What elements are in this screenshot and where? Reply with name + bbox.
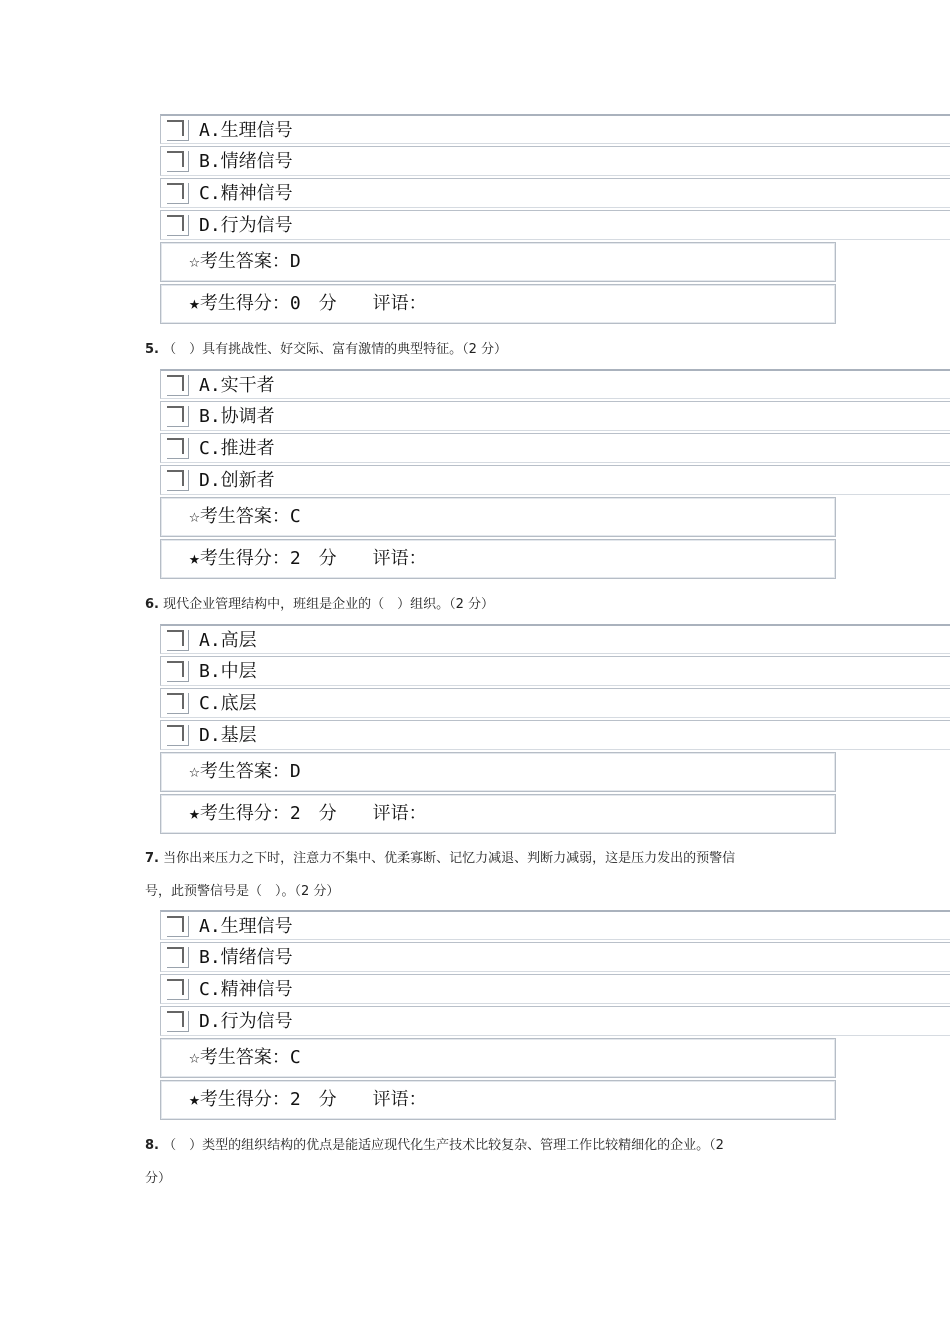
question-6 — [145, 589, 494, 621]
checkbox-icon[interactable] — [167, 151, 189, 172]
answer-box — [160, 497, 836, 537]
question-text-line2: 号，此预警信号是（ ）。（2 分） — [145, 884, 340, 899]
checkbox-icon[interactable] — [167, 947, 189, 968]
question-8 — [145, 1130, 724, 1162]
option-label: D.创新者 — [199, 470, 275, 491]
option-d[interactable] — [160, 1006, 950, 1036]
option-label: C.推进者 — [199, 438, 275, 459]
question-text: （ ）具有挑战性、好交际、富有激情的典型特征。（2 分） — [163, 342, 508, 357]
answer-box — [160, 1038, 836, 1078]
checkbox-icon[interactable] — [167, 725, 189, 746]
score-box — [160, 794, 836, 834]
option-label: B.情绪信号 — [199, 151, 293, 172]
option-d[interactable] — [160, 465, 950, 495]
answer-box — [160, 752, 836, 792]
option-a[interactable] — [160, 910, 950, 940]
question-5 — [145, 334, 507, 366]
checkbox-icon[interactable] — [167, 183, 189, 204]
option-label: B.中层 — [199, 661, 257, 682]
option-b[interactable] — [160, 146, 950, 176]
option-label: B.情绪信号 — [199, 947, 293, 968]
checkbox-icon[interactable] — [167, 470, 189, 491]
question-number: 7. — [145, 851, 159, 866]
option-label: C.精神信号 — [199, 183, 293, 204]
checkbox-icon[interactable] — [167, 916, 189, 937]
question-7-options — [160, 910, 950, 1120]
checkbox-icon[interactable] — [167, 661, 189, 682]
option-d[interactable] — [160, 210, 950, 240]
option-label: A.生理信号 — [199, 916, 293, 937]
checkbox-icon[interactable] — [167, 215, 189, 236]
score-box — [160, 539, 836, 579]
question-number: 6. — [145, 597, 159, 612]
checkbox-icon[interactable] — [167, 438, 189, 459]
checkbox-icon[interactable] — [167, 406, 189, 427]
option-b[interactable] — [160, 656, 950, 686]
student-score: ★考生得分：2 分 评语： — [189, 1089, 427, 1110]
question-8-cont — [145, 1163, 171, 1195]
checkbox-icon[interactable] — [167, 979, 189, 1000]
option-label: C.精神信号 — [199, 979, 293, 1000]
answer-box — [160, 242, 836, 282]
question-number: 5. — [145, 342, 159, 357]
student-score: ★考生得分：2 分 评语： — [189, 803, 427, 824]
question-text-line2: 分） — [145, 1171, 172, 1186]
option-d[interactable] — [160, 720, 950, 750]
option-label: A.高层 — [199, 630, 257, 651]
student-score: ★考生得分：0 分 评语： — [189, 293, 427, 314]
option-label: A.实干者 — [199, 375, 275, 396]
question-4-options — [160, 114, 950, 324]
option-b[interactable] — [160, 942, 950, 972]
option-a[interactable] — [160, 369, 950, 399]
option-label: D.行为信号 — [199, 1011, 293, 1032]
student-score: ★考生得分：2 分 评语： — [189, 548, 427, 569]
checkbox-icon[interactable] — [167, 375, 189, 396]
checkbox-icon[interactable] — [167, 630, 189, 651]
question-6-options — [160, 624, 950, 834]
score-box — [160, 1080, 836, 1120]
score-box — [160, 284, 836, 324]
option-label: D.基层 — [199, 725, 257, 746]
option-b[interactable] — [160, 401, 950, 431]
option-c[interactable] — [160, 688, 950, 718]
question-7-cont — [145, 876, 339, 908]
option-c[interactable] — [160, 178, 950, 208]
option-c[interactable] — [160, 433, 950, 463]
student-answer: ☆考生答案：D — [189, 251, 301, 272]
student-answer: ☆考生答案：C — [189, 506, 301, 527]
option-a[interactable] — [160, 114, 950, 144]
question-7 — [145, 843, 735, 875]
question-number: 8. — [145, 1138, 159, 1153]
question-text: 现代企业管理结构中，班组是企业的（ ）组织。（2 分） — [163, 597, 495, 612]
question-5-options — [160, 369, 950, 579]
option-label: B.协调者 — [199, 406, 275, 427]
student-answer: ☆考生答案：C — [189, 1047, 301, 1068]
question-text-line1: （ ）类型的组织结构的优点是能适应现代化生产技术比较复杂、管理工作比较精细化的企业。（2 — [163, 1138, 724, 1153]
option-label: C.底层 — [199, 693, 257, 714]
student-answer: ☆考生答案：D — [189, 761, 301, 782]
checkbox-icon[interactable] — [167, 693, 189, 714]
option-label: D.行为信号 — [199, 215, 293, 236]
option-c[interactable] — [160, 974, 950, 1004]
question-text-line1: 当你出来压力之下时，注意力不集中、优柔寡断、记忆力减退、判断力减弱，这是压力发出的预警信 — [163, 851, 736, 866]
checkbox-icon[interactable] — [167, 1011, 189, 1032]
option-label: A.生理信号 — [199, 120, 293, 141]
option-a[interactable] — [160, 624, 950, 654]
checkbox-icon[interactable] — [167, 120, 189, 141]
